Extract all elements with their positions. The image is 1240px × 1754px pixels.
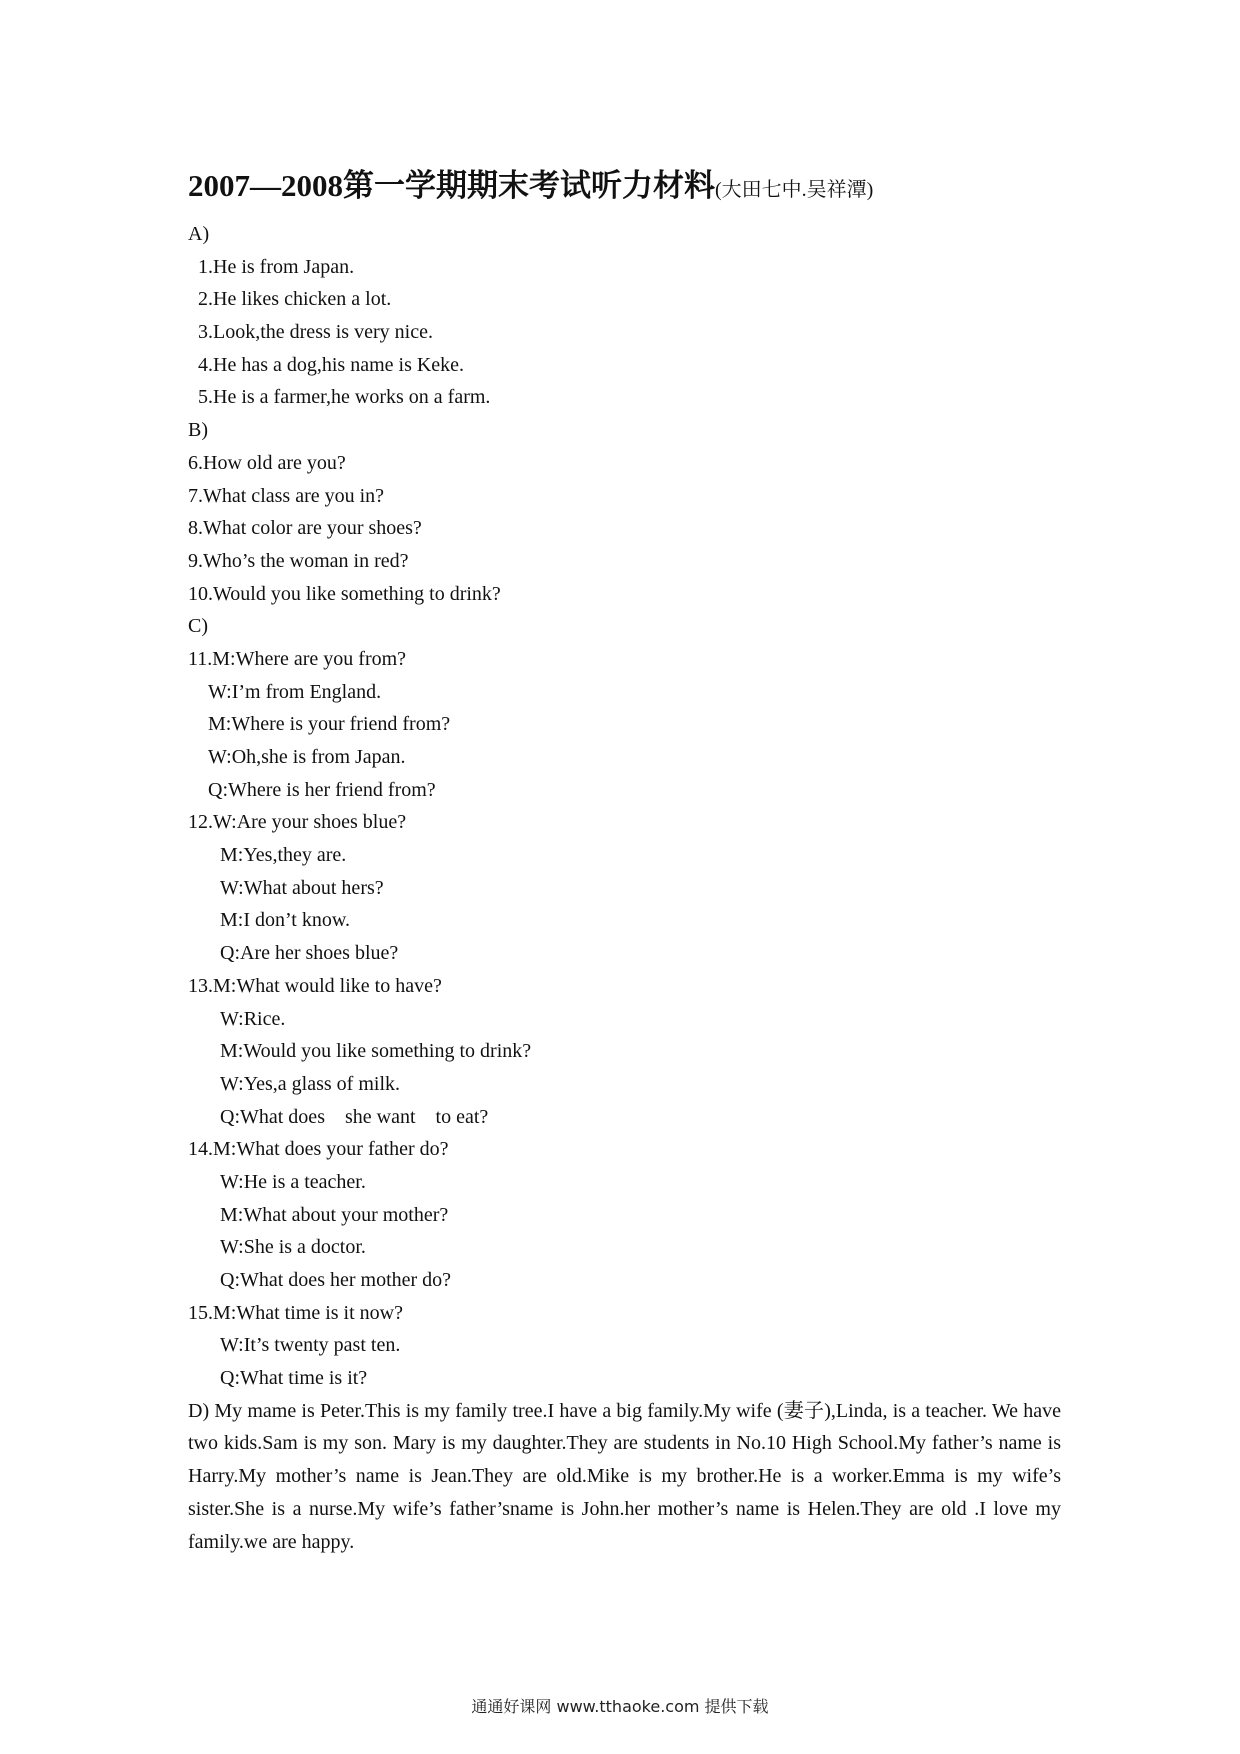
section-b-item: 7.What class are you in?: [188, 484, 385, 507]
document-body: [188, 218, 1061, 1558]
dialogue-line: W:I’m from England.: [208, 680, 382, 703]
section-a-item: 1.He is from Japan.: [198, 255, 355, 278]
section-d-passage: D) My mame is Peter.This is my family tree.I have a big family.My wife (妻子),Linda, is a teacher. We have two kids.Sam is my son. Mary is my daughter.They are students in No.10 High School.My father’s name is Harry.My mother’s name is Jean.They are old.Mike is my brother.He is a worker.Emma is my wife’s sister.She is a nurse.My wife’s father’sname is John.her mother’s name is Helen.They are old .I love my family.we are happy.: [188, 1399, 1061, 1553]
dialogue-question-line: 14.M:What does your father do?: [188, 1138, 449, 1161]
title-author: (大田七中.吴祥潭): [715, 179, 874, 201]
section-a-item: 4.He has a dog,his name is Keke.: [198, 353, 465, 376]
dialogue-question-line: 12.W:Are your shoes blue?: [188, 811, 407, 834]
dialogue-line: Q:What does she want to eat?: [220, 1105, 489, 1128]
section-a-item: 3.Look,the dress is very nice.: [198, 321, 433, 344]
dialogue-line: W:Yes,a glass of milk.: [220, 1072, 400, 1095]
section-a-label: A): [188, 223, 210, 245]
section-b-item: 8.What color are your shoes?: [188, 517, 422, 540]
dialogue-question-line: 11.M:Where are you from?: [188, 647, 407, 670]
dialogue-question-line: 15.M:What time is it now?: [188, 1301, 403, 1324]
dialogue-line: W:He is a teacher.: [220, 1170, 366, 1193]
dialogue-line: W:It’s twenty past ten.: [220, 1334, 401, 1357]
title-main: 2007—2008第一学期期末考试听力材料: [188, 168, 715, 203]
dialogue-question-line: 13.M:What would like to have?: [188, 974, 442, 997]
dialogue-line: M:Would you like something to drink?: [220, 1040, 532, 1063]
dialogue-line: M:Yes,they are.: [220, 844, 347, 867]
section-b-item: 6.How old are you?: [188, 451, 346, 474]
dialogue-line: W:Oh,she is from Japan.: [208, 746, 406, 768]
dialogue-line: Q:What does her mother do?: [220, 1269, 452, 1291]
dialogue-line: M:I don’t know.: [220, 909, 350, 932]
dialogue-line: Q:Where is her friend from?: [208, 778, 436, 801]
dialogue-line: M:What about your mother?: [220, 1203, 449, 1226]
document-title: [188, 166, 1088, 210]
dialogue-line: W:Rice.: [220, 1007, 286, 1030]
section-c-label: C): [188, 615, 208, 638]
dialogue-line: W:She is a doctor.: [220, 1236, 366, 1259]
section-b-label: B): [188, 419, 208, 442]
dialogue-line: Q:What time is it?: [220, 1367, 368, 1390]
section-b-item: 10.Would you like something to drink?: [188, 582, 501, 605]
page-footer: 通通好课网 www.tthaoke.com 提供下载: [471, 1697, 769, 1716]
section-a-item: 5.He is a farmer,he works on a farm.: [198, 386, 491, 409]
dialogue-line: W:What about hers?: [220, 876, 384, 899]
section-a-item: 2.He likes chicken a lot.: [198, 288, 392, 311]
dialogue-line: M:Where is your friend from?: [208, 713, 451, 736]
section-b-item: 9.Who’s the woman in red?: [188, 549, 409, 572]
dialogue-line: Q:Are her shoes blue?: [220, 942, 399, 965]
